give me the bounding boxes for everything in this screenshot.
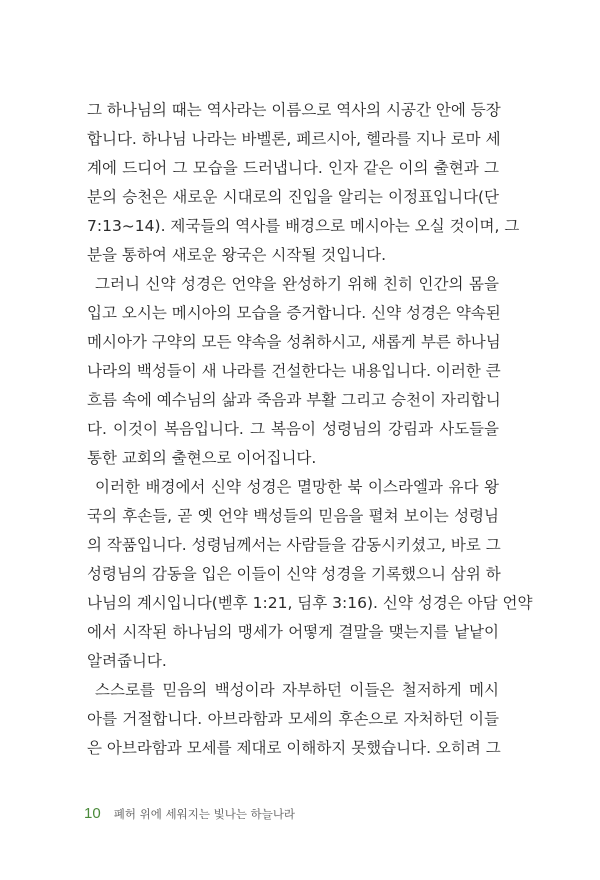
text-line: 나님의 계시입니다(벧후 1:21, 딤후 3:16). 신약 성경은 아담 언약 <box>87 594 533 612</box>
text-line: 아를 거절합니다. 아브라함과 모세의 후손으로 자처하던 이들 <box>87 710 499 728</box>
running-title: 폐허 위에 세워지는 빛나는 하늘나라 <box>113 807 296 821</box>
text-line: 이러한 배경에서 신약 성경은 멸망한 북 이스라엘과 유다 왕 <box>95 478 499 496</box>
text-line: 성령님의 감동을 입은 이들이 신약 성경을 기록했으니 삼위 하 <box>87 565 501 583</box>
text-line: 스스로를 믿음의 백성이라 자부하던 이들은 철저하게 메시 <box>95 681 499 699</box>
page-number: 10 <box>84 805 101 822</box>
text-line: 에서 시작된 하나님의 맹세가 어떻게 결말을 맺는지를 낱낱이 <box>87 623 499 641</box>
text-line: 그러니 신약 성경은 언약을 완성하기 위해 친히 인간의 몸을 <box>95 275 499 293</box>
text-line: 흐름 속에 예수님의 삶과 죽음과 부활 그리고 승천이 자리합니 <box>87 391 501 409</box>
text-line: 계에 드디어 그 모습을 드러냅니다. 인자 같은 이의 출현과 그 <box>87 159 499 177</box>
text-line: 다. 이것이 복음입니다. 그 복음이 성령님의 강림과 사도들을 <box>87 420 499 438</box>
page-footer <box>84 803 295 823</box>
text-line: 분의 승천은 새로운 시대로의 진입을 알리는 이정표입니다(단 <box>87 188 499 206</box>
text-line: 알려줍니다. <box>87 652 167 670</box>
text-line: 합니다. 하나님 나라는 바벨론, 페르시아, 헬라를 지나 로마 세 <box>87 130 501 148</box>
text-line: 분을 통하여 새로운 왕국은 시작될 것입니다. <box>87 246 387 264</box>
text-line: 메시아가 구약의 모든 약속을 성취하시고, 새롭게 부른 하나님 <box>87 333 501 351</box>
text-line: 나라의 백성들이 새 나라를 건설한다는 내용입니다. 이러한 큰 <box>87 362 501 380</box>
text-line: 은 아브라함과 모세를 제대로 이해하지 못했습니다. 오히려 그 <box>87 739 501 757</box>
text-line: 그 하나님의 때는 역사라는 이름으로 역사의 시공간 안에 등장 <box>87 101 501 119</box>
text-line: 7:13~14). 제국들의 역사를 배경으로 메시아는 오실 것이며, 그 <box>87 217 520 235</box>
text-line: 의 작품입니다. 성령님께서는 사람들을 감동시키셨고, 바로 그 <box>87 536 501 554</box>
text-line: 통한 교회의 출현으로 이어집니다. <box>87 449 317 467</box>
text-line: 국의 후손들, 곧 옛 언약 백성들의 믿음을 펼쳐 보이는 성령님 <box>87 507 499 525</box>
text-line: 입고 오시는 메시아의 모습을 증거합니다. 신약 성경은 약속된 <box>87 304 501 322</box>
